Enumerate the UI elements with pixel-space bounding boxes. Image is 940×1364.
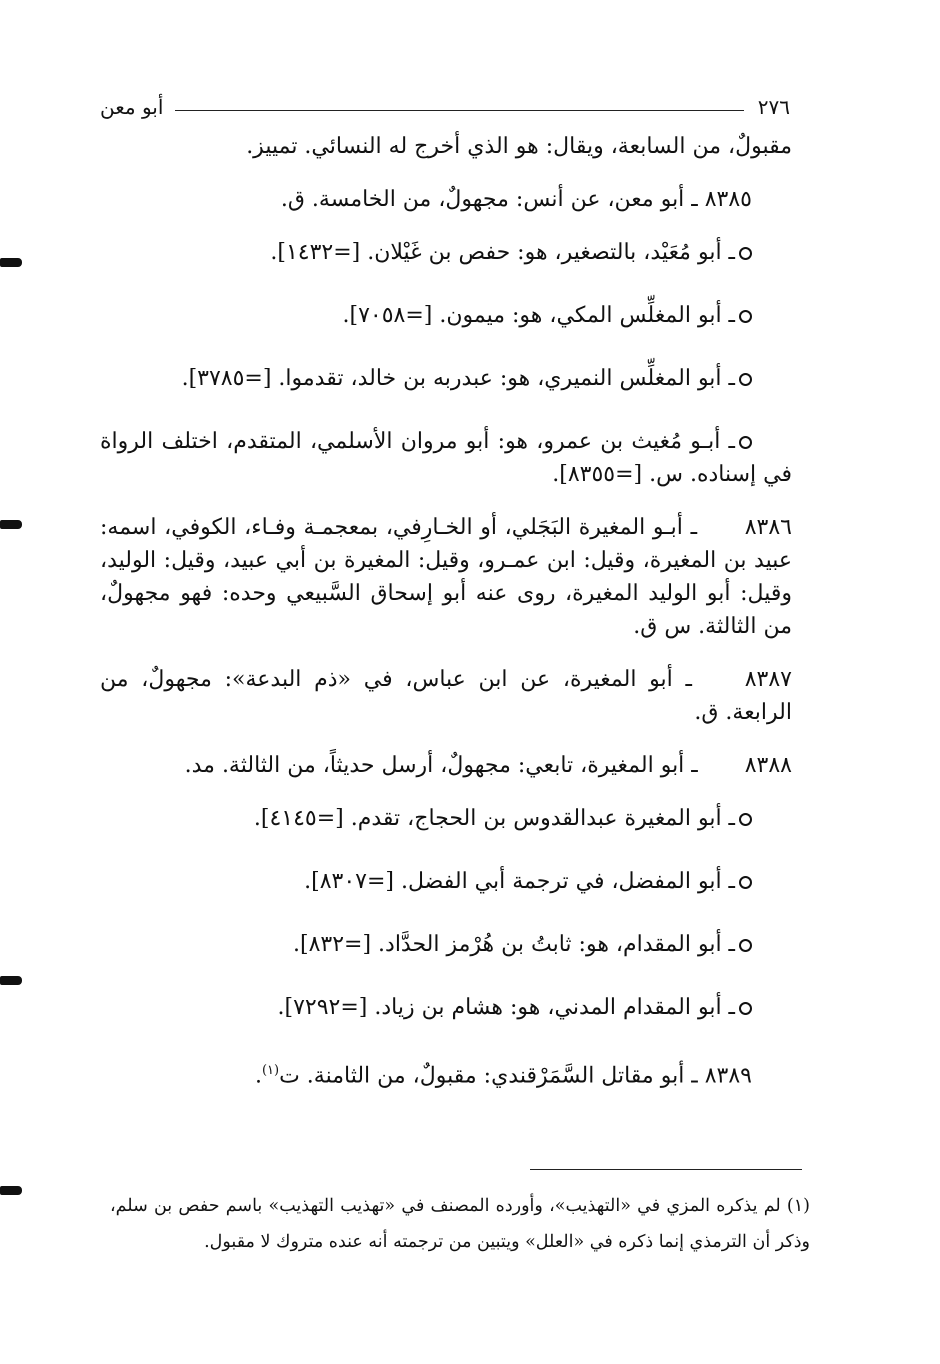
circle-marker-icon	[739, 939, 752, 952]
cross-ref-abu-al-miqdam: ـ أبو المقدام، هو: ثابتُ بن هُرْمز الحدَّاد. [=٨٣٢].	[100, 928, 792, 961]
cross-ref-abu-al-mughallis-al-numayri: ـ أبو المغلِّس النميري، هو: عبدربه بن خالد، تقدموا. [=٣٧٨٥].	[100, 362, 792, 395]
main-text	[100, 130, 792, 1112]
circle-marker-icon	[739, 436, 752, 449]
page-number: ٢٧٦	[757, 95, 790, 119]
circle-marker-icon	[739, 310, 752, 323]
circle-marker-icon	[739, 373, 752, 386]
entry-8388: ٨٣٨٨ ـ أبو المغيرة، تابعي: مجهولٌ، أرسل حديثاً، من الثالثة. مد.	[184, 753, 792, 778]
cross-ref-abu-al-mufaddal: ـ أبو المفضل، في ترجمة أبي الفضل. [=٨٣٠٧].	[100, 865, 792, 898]
entry-8386: ٨٣٨٦ ـ أبـو المغيرة البَجَلي، أو الخـارِفي، بمعجمـة وفـاء، الكوفي، اسمه: عبيد بن المغيرة، وقيل: ابن عمـرو، وقيل: المغيرة بن أبي عبيد، وقيل: الوليد، وقيل: أبو الوليد المغيرة، روى عنه أبو إسحاق السَّبيعي وحده: فهو مجهولٌ، من الثالثة. س ق.	[100, 515, 792, 639]
entry-8387: ٨٣٨٧ ـ أبو المغيرة، عن ابن عباس، في «ذم البدعة»: مجهولٌ، من الرابعة. ق.	[100, 667, 792, 725]
cross-ref-abu-al-mughallis-al-makki: ـ أبو المغلِّس المكي، هو: ميمون. [=٧٠٥٨].	[100, 299, 792, 332]
footnote-reference: (١)	[261, 1063, 280, 1078]
entry-8385: ٨٣٨٥ ـ أبو معن، عن أنس: مجهولٌ، من الخامسة. ق.	[280, 187, 752, 212]
cross-ref-abu-al-mughira-abd-al-quddus: ـ أبو المغيرة عبدالقدوس بن الحجاج، تقدم. [=٤١٤٥].	[100, 802, 792, 835]
scan-mark	[0, 258, 22, 267]
paragraph-continuation: مقبولٌ، من السابعة، ويقال: هو الذي أخرج له النسائي. تمييز.	[246, 134, 792, 159]
cross-ref-abu-muayd: ـ أبو مُعَيْد، بالتصغير، هو: حفص بن غَيْلان. [=١٤٣٢].	[100, 236, 792, 269]
entry-8389: ٨٣٨٩ ـ أبو مقاتل السَّمَرْقندي: مقبولٌ، من الثامنة. ت$^{(١)}$.	[254, 1063, 752, 1089]
scan-mark	[0, 520, 22, 529]
cross-ref-abu-mughith: ـ أبـو مُغيث بن عمرو، هو: أبو مروان الأسلمي، المتقدم، اختلف الرواة في إسناده. س. [=٨٣٥٥].	[100, 429, 792, 487]
footnote-separator	[530, 1169, 802, 1170]
footnote-text: (١) لم يذكره المزي في «التهذيب»، وأورده المصنف في «تهذيب التهذيب» باسم حفص بن سلم، وذكر أن الترمذي إنما ذكره في «العلل» ويتبين من ترجمته أنه عنده متروك لا مقبول.	[110, 1196, 810, 1252]
header-title: أبو معن	[100, 95, 164, 119]
running-header	[100, 92, 790, 122]
header-rule	[175, 110, 743, 111]
circle-marker-icon	[739, 813, 752, 826]
scan-mark	[0, 1186, 22, 1195]
cross-ref-abu-al-miqdam-al-madani: ـ أبو المقدام المدني، هو: هشام بن زياد. [=٧٢٩٢].	[100, 991, 792, 1024]
footnote	[110, 1188, 810, 1260]
circle-marker-icon	[739, 247, 752, 260]
circle-marker-icon	[739, 1002, 752, 1015]
scan-mark	[0, 976, 22, 985]
circle-marker-icon	[739, 876, 752, 889]
